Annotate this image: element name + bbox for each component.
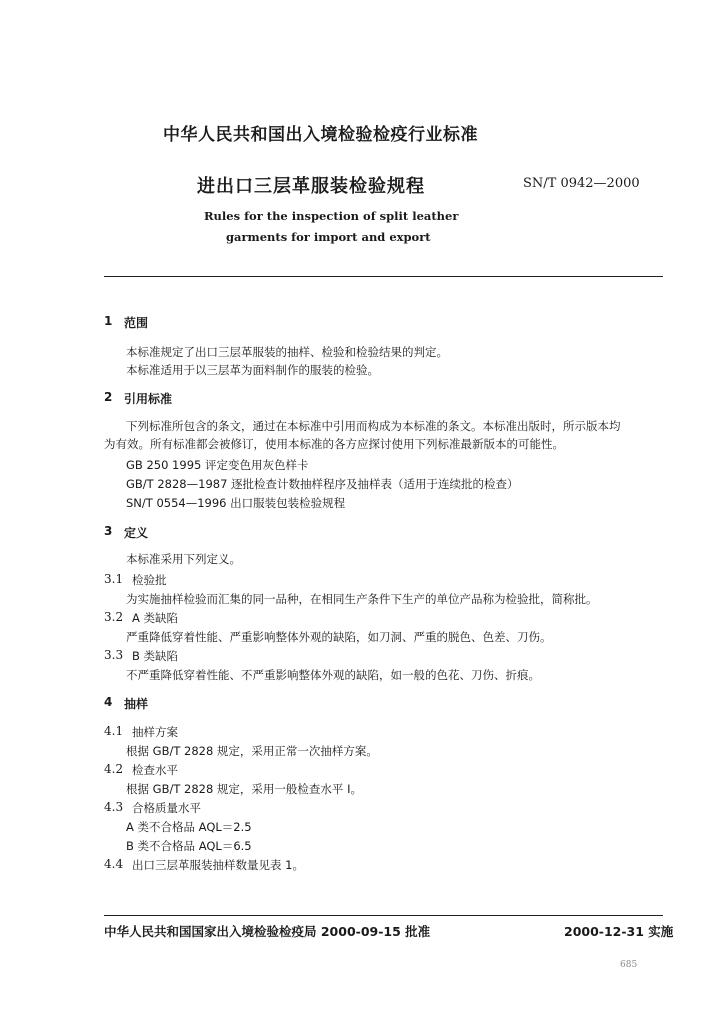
reference-standard-3: SN/T 0554—1996 出口服装包装检验规程: [126, 496, 346, 510]
issuing-authority-header: 中华人民共和国出入境检验检疫行业标准: [163, 125, 478, 145]
section-3-2-paragraph: 严重降低穿着性能、严重影响整体外观的缺陷，如刀洞、严重的脱色、色差、刀伤。: [126, 630, 552, 644]
document-title-cn: 进出口三层革服装检验规程: [197, 176, 425, 197]
section-1-number: 1: [104, 314, 113, 328]
section-3-1-paragraph: 为实施抽样检验而汇集的同一品种，在相同生产条件下生产的单位产品称为检验批，简称批。: [126, 592, 598, 606]
reference-standard-2: GB/T 2828—1987 逐批检查计数抽样程序及抽样表（适用于连续批的检查）: [126, 477, 519, 491]
section-3-2-number: 3.2: [104, 610, 124, 624]
section-4-2-number: 4.2: [104, 762, 124, 776]
section-4-3-title: 合格质量水平: [132, 801, 201, 815]
section-2-title: 引用标准: [124, 392, 173, 406]
section-3-2-title: A 类缺陷: [132, 611, 179, 625]
section-4-2-paragraph: 根据 GB/T 2828 规定，采用一般检查水平 I。: [126, 782, 362, 796]
section-4-4-number: 4.4: [104, 857, 124, 871]
document-title-en-line2: garments for import and export: [226, 230, 431, 244]
section-3-1-title: 检验批: [132, 573, 167, 587]
section-3-paragraph: 本标准采用下列定义。: [126, 552, 241, 566]
header-divider: [104, 276, 663, 277]
section-4-1-title: 抽样方案: [132, 725, 178, 739]
section-4-2-title: 检查水平: [132, 763, 178, 777]
page-number: 685: [620, 960, 638, 970]
section-4-3-number: 4.3: [104, 800, 124, 814]
reference-standard-1: GB 250 1995 评定变色用灰色样卡: [126, 458, 309, 472]
approval-line: 中华人民共和国国家出入境检验检疫局 2000-09-15 批准: [104, 924, 431, 939]
section-4-number: 4: [104, 695, 113, 709]
section-2-paragraph-line1: 下列标准所包含的条文，通过在本标准中引用而构成为本标准的条文。本标准出版时，所示版本均: [126, 419, 621, 433]
section-3-number: 3: [104, 524, 113, 538]
section-2-number: 2: [104, 390, 113, 404]
standard-number: SN/T 0942—2000: [523, 176, 640, 191]
implementation-date: 2000-12-31 实施: [564, 924, 674, 939]
section-3-3-title: B 类缺陷: [132, 649, 179, 663]
section-3-title: 定义: [124, 526, 149, 540]
section-3-1-number: 3.1: [104, 572, 124, 586]
section-4-4-paragraph: 出口三层革服装抽样数量见表 1。: [132, 858, 304, 872]
section-3-3-paragraph: 不严重降低穿着性能、不严重影响整体外观的缺陷，如一般的色花、刀伤、折痕。: [126, 668, 540, 682]
section-4-1-paragraph: 根据 GB/T 2828 规定，采用正常一次抽样方案。: [126, 744, 378, 758]
section-1-paragraph-2: 本标准适用于以三层革为面料制作的服装的检验。: [126, 363, 379, 377]
section-1-paragraph-1: 本标准规定了出口三层革服装的抽样、检验和检验结果的判定。: [126, 345, 448, 359]
aql-class-b: B 类不合格品 AQL＝6.5: [126, 839, 252, 853]
footer-divider: [104, 915, 663, 916]
section-2-paragraph-line2: 为有效。所有标准都会被修订，使用本标准的各方应探讨使用下列标准最新版本的可能性。: [104, 437, 564, 451]
aql-class-a: A 类不合格品 AQL＝2.5: [126, 820, 252, 834]
section-1-title: 范围: [124, 316, 149, 330]
section-4-1-number: 4.1: [104, 724, 124, 738]
section-3-3-number: 3.3: [104, 648, 124, 662]
section-4-title: 抽样: [124, 697, 149, 711]
document-title-en-line1: Rules for the inspection of split leather: [204, 209, 459, 223]
